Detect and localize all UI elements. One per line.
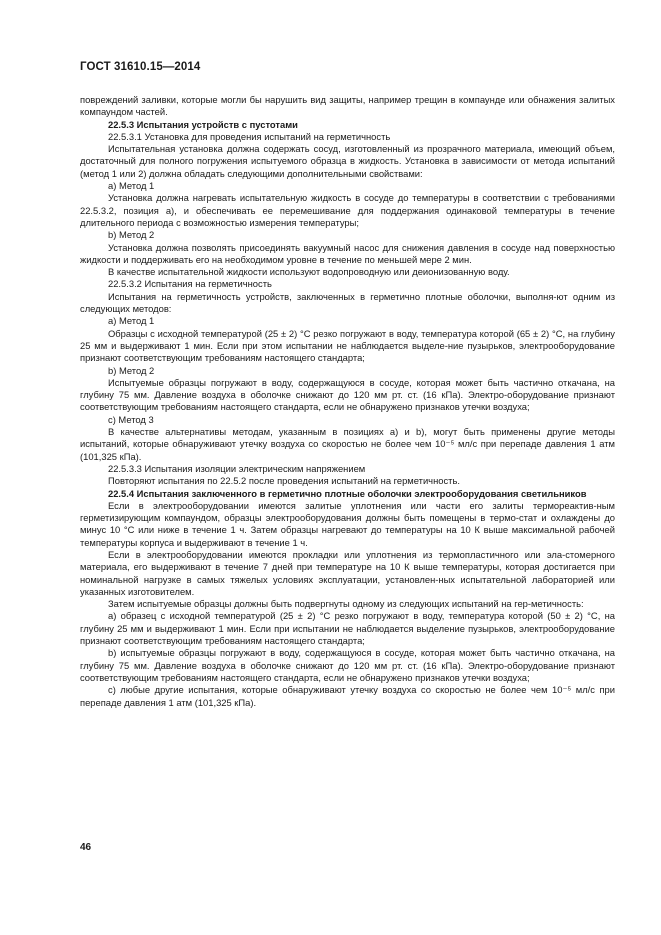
paragraph: Установка должна нагревать испытательную жидкость в сосуде до температуры в соответствии с требованиями 22.5.3.2, позиция а), и обеспечивать ее перемешивание для поддержания одинаковой температуры в течение длительного периода с возможностью измерения температуры; bbox=[80, 192, 615, 228]
paragraph: Образцы с исходной температурой (25 ± 2) °С резко погружают в воду, температура которой (65 ± 2) °С, на глубину 25 мм и выдерживают 1 мин. Если при этом испытании не наблюдается выделе-ние пузырьков, электрооборудование признают соответствующим требованиям настоящего стандарта; bbox=[80, 327, 615, 364]
paragraph: 22.5.3.2 Испытания на герметичность bbox=[108, 278, 272, 290]
document-header: ГОСТ 31610.15—2014 bbox=[80, 61, 201, 73]
paragraph: Повторяют испытания по 22.5.2 после проведения испытаний на герметичность. bbox=[108, 475, 460, 487]
paragraph: а) Метод 1 bbox=[108, 180, 155, 192]
paragraph: с) Метод 3 bbox=[108, 413, 154, 425]
paragraph: Испытания на герметичность устройств, заключенных в герметично плотные оболочки, выполня-ют одним из следующих методов: bbox=[80, 290, 615, 315]
paragraph: b) Метод 2 bbox=[108, 229, 155, 241]
paragraph: b) испытуемые образцы погружают в воду, содержащуюся в сосуде, которая может быть частично откачана, на глубину 75 мм. Давление воздуха в оболочке снижают до 120 мм рт. ст. (16 кПа). Электро-оборудование признают соответствующим требованиям настоящего стандарта, если не обнаружено признаков утечки воздуха; bbox=[80, 647, 615, 683]
paragraph: Затем испытуемые образцы должны быть подвергнуты одному из следующих испытаний на гер-метичность: bbox=[108, 598, 584, 610]
paragraph: 22.5.3.1 Установка для проведения испытаний на герметичность bbox=[108, 130, 391, 142]
paragraph: повреждений заливки, которые могли бы нарушить вид защиты, например трещин в компаунде или обнажения залитых компаундом частей. bbox=[80, 94, 615, 118]
paragraph: В качестве испытательной жидкости используют водопроводную или деионизованную воду. bbox=[108, 266, 510, 278]
paragraph: а) Метод 1 bbox=[108, 315, 155, 327]
paragraph: 22.5.3.3 Испытания изоляции электрическим напряжением bbox=[108, 462, 366, 474]
paragraph: с) любые другие испытания, которые обнаруживают утечку воздуха со скоростью не более чем 10⁻⁵ мл/с при перепаде давления 1 атм (101,325 кПа). bbox=[80, 684, 615, 708]
paragraph: Установка должна позволять присоединять вакуумный насос для снижения давления в сосуде над поверхностью жидкости и поддерживать его на необходимом уровне в течение по меньшей мере 2 мин. bbox=[80, 241, 615, 265]
paragraph: Испытуемые образцы погружают в воду, содержащуюся в сосуде, которая может быть частично откачана, на глубину 75 мм. Давление воздуха в оболочке снижают до 120 мм рт. ст. (16 кПа). Электро-оборудование признают соответствующим требованиям настоящего стандарта, если не обнаружено признаков утечки воздуха; bbox=[80, 376, 615, 413]
paragraph: Испытательная установка должна содержать сосуд, изготовленный из прозрачного материала, имеющий объем, достаточный для полного погружения испытуемого образца в жидкость. Установка в зависимости от метода испытаний (метод 1 или 2) должна обладать следующими дополнительными свойствами: bbox=[80, 143, 615, 179]
document-body bbox=[80, 94, 615, 709]
paragraph: а) образец с исходной температурой (25 ± 2) °С резко погружают в воду, температура которой (50 ± 2) °С, на глубину 25 мм и выдерживают 1 мин. Если при испытании не наблюдается выделение пузырьков, электрооборудование признают соответствующим требованиям настоящего стандарта; bbox=[80, 610, 615, 647]
section-heading: 22.5.3 Испытания устройств с пустотами bbox=[108, 118, 298, 130]
paragraph: Если в электрооборудовании имеются прокладки или уплотнения из термопластичного или эла-стомерного материала, его выдерживают в течение 7 дней при температуре на 10 К выше температуры, которая достигается при номинальной нагрузке в самых тяжелых условиях эксплуатации, установлен-ных испытательной лабораторией или указанных изготовителем. bbox=[80, 548, 615, 597]
paragraph: В качестве альтернативы методам, указанным в позициях а) и b), могут быть применены другие методы испытаний, которые обнаруживают утечку воздуха со скоростью не более чем 10⁻⁵ мл/с при перепаде давления 1 атм (101,325 кПа). bbox=[80, 426, 615, 462]
section-heading: 22.5.4 Испытания заключенного в герметично плотные оболочки электрооборудования светильников bbox=[108, 487, 587, 499]
paragraph: b) Метод 2 bbox=[108, 364, 155, 376]
paragraph: Если в электрооборудовании имеются залитые уплотнения или части его залиты термореактив-ным герметизирующим компаундом, образцы электрооборудования должны быть помещены в термо-стат и охлаждены до минус 10 °С или ниже в течение 1 ч. Затем образцы нагревают до температуры на 10 К выше максимальной рабочей температуры корпуса и выдерживают в течение 1 ч. bbox=[80, 499, 615, 548]
page-number: 46 bbox=[80, 842, 92, 853]
